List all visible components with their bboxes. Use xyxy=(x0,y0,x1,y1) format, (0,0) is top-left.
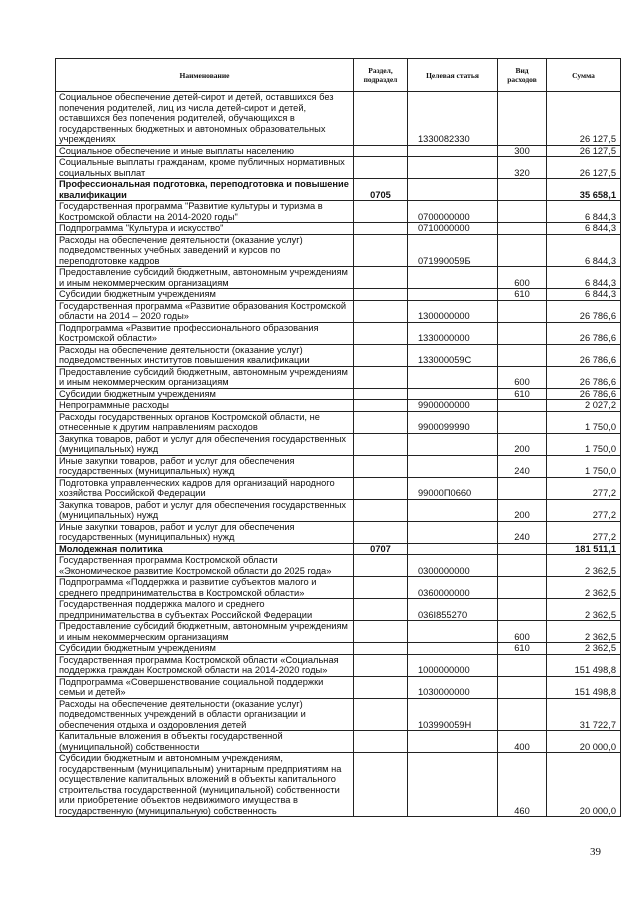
cell-section xyxy=(354,92,408,146)
cell-section xyxy=(354,411,408,433)
cell-section xyxy=(354,643,408,655)
cell-sum: 1 750,0 xyxy=(547,411,621,433)
table-row xyxy=(56,411,621,433)
cell-section xyxy=(354,433,408,455)
cell-section xyxy=(354,654,408,676)
cell-sum: 2 362,5 xyxy=(547,643,621,655)
cell-sum: 1 750,0 xyxy=(547,433,621,455)
cell-sum: 6 844,3 xyxy=(547,201,621,223)
table-row xyxy=(56,676,621,698)
cell-type xyxy=(498,223,547,235)
cell-sum: 6 844,3 xyxy=(547,267,621,289)
cell-section xyxy=(354,599,408,621)
cell-target xyxy=(408,179,498,201)
header-name: Наименование xyxy=(56,59,354,92)
table-row xyxy=(56,267,621,289)
cell-name: Субсидии бюджетным учреждениям xyxy=(56,643,354,655)
cell-sum: 6 844,3 xyxy=(547,223,621,235)
cell-target xyxy=(408,157,498,179)
cell-section xyxy=(354,676,408,698)
cell-target xyxy=(408,643,498,655)
cell-section xyxy=(354,201,408,223)
cell-name: Подпрограмма "Культура и искусство" xyxy=(56,223,354,235)
cell-name: Капитальные вложения в объекты государственной (муниципальной) собственности xyxy=(56,731,354,753)
cell-sum: 181 511,1 xyxy=(547,543,621,555)
cell-name: Государственная программа Костромской области «Экономическое развитие Костромской области до 2025 года» xyxy=(56,555,354,577)
cell-target xyxy=(408,388,498,400)
cell-name: Расходы на обеспечение деятельности (оказание услуг) подведомственных институтов повышения квалификации xyxy=(56,344,354,366)
cell-section xyxy=(354,289,408,301)
cell-type xyxy=(498,676,547,698)
cell-name: Профессиональная подготовка, переподготовка и повышение квалификации xyxy=(56,179,354,201)
table-row xyxy=(56,543,621,555)
cell-section xyxy=(354,577,408,599)
table-row xyxy=(56,322,621,344)
table-row xyxy=(56,400,621,412)
cell-type xyxy=(498,322,547,344)
table-row xyxy=(56,555,621,577)
cell-target: 99000П0660 xyxy=(408,477,498,499)
table-row xyxy=(56,344,621,366)
cell-sum: 277,2 xyxy=(547,521,621,543)
table-row xyxy=(56,223,621,235)
cell-target: 1330082330 xyxy=(408,92,498,146)
table-row xyxy=(56,753,621,817)
cell-section: 0705 xyxy=(354,179,408,201)
cell-type xyxy=(498,599,547,621)
cell-section xyxy=(354,477,408,499)
table-row xyxy=(56,455,621,477)
cell-sum: 26 127,5 xyxy=(547,92,621,146)
cell-name: Подпрограмма «Совершенствование социальной поддержки семьи и детей» xyxy=(56,676,354,698)
cell-section xyxy=(354,698,408,731)
cell-target: 0710000000 xyxy=(408,223,498,235)
header-target: Целевая статья xyxy=(408,59,498,92)
cell-type: 240 xyxy=(498,521,547,543)
cell-section xyxy=(354,621,408,643)
header-sum: Сумма xyxy=(547,59,621,92)
cell-type: 600 xyxy=(498,366,547,388)
cell-name: Иные закупки товаров, работ и услуг для обеспечения государственных (муниципальных) нужд xyxy=(56,521,354,543)
cell-name: Расходы на обеспечение деятельности (оказание услуг) подведомственных учебных заведений и курсов по переподготовке кадров xyxy=(56,234,354,267)
cell-type: 200 xyxy=(498,499,547,521)
cell-name: Расходы государственных органов Костромской области, не отнесенные к другим направлениям расходов xyxy=(56,411,354,433)
cell-target xyxy=(408,289,498,301)
cell-target xyxy=(408,731,498,753)
table-row xyxy=(56,366,621,388)
table-body xyxy=(56,92,621,817)
cell-name: Предоставление субсидий бюджетным, автономным учреждениям и иным некоммерческим организациям xyxy=(56,621,354,643)
cell-sum: 26 127,5 xyxy=(547,145,621,157)
cell-sum: 2 362,5 xyxy=(547,577,621,599)
table-row xyxy=(56,92,621,146)
cell-type xyxy=(498,698,547,731)
cell-name: Подпрограмма «Поддержка и развитие субъектов малого и среднего предпринимательства в Костромской области» xyxy=(56,577,354,599)
table-row xyxy=(56,179,621,201)
cell-target xyxy=(408,455,498,477)
cell-section xyxy=(354,388,408,400)
cell-target xyxy=(408,267,498,289)
cell-section xyxy=(354,366,408,388)
header-type: Вид расходов xyxy=(498,59,547,92)
cell-name: Субсидии бюджетным и автономным учреждениям, государственным (муниципальным) унитарным предприятиям на осуществление капитальных вложений в объекты капитального строительства государственной (муниципальной) собственности или приобретение объектов недвижимого имущества в государственную (муниципальную) собственность xyxy=(56,753,354,817)
cell-section xyxy=(354,223,408,235)
cell-name: Закупка товаров, работ и услуг для обеспечения государственных (муниципальных) нужд xyxy=(56,499,354,521)
cell-name: Непрограммные расходы xyxy=(56,400,354,412)
cell-section xyxy=(354,145,408,157)
cell-target: 9900000000 xyxy=(408,400,498,412)
cell-target: 1330000000 xyxy=(408,322,498,344)
cell-name: Субсидии бюджетным учреждениям xyxy=(56,289,354,301)
cell-section xyxy=(354,157,408,179)
cell-type xyxy=(498,411,547,433)
table-row xyxy=(56,599,621,621)
cell-target xyxy=(408,521,498,543)
cell-sum: 26 786,6 xyxy=(547,300,621,322)
cell-target: 9900099990 xyxy=(408,411,498,433)
cell-type: 200 xyxy=(498,433,547,455)
cell-type xyxy=(498,234,547,267)
cell-target: 133000059С xyxy=(408,344,498,366)
table-row xyxy=(56,300,621,322)
cell-sum: 6 844,3 xyxy=(547,289,621,301)
budget-table xyxy=(55,58,621,817)
cell-section xyxy=(354,455,408,477)
cell-sum: 277,2 xyxy=(547,477,621,499)
cell-target: 0300000000 xyxy=(408,555,498,577)
cell-sum: 31 722,7 xyxy=(547,698,621,731)
cell-type xyxy=(498,555,547,577)
cell-sum: 2 362,5 xyxy=(547,599,621,621)
table-row xyxy=(56,388,621,400)
cell-section xyxy=(354,300,408,322)
table-row xyxy=(56,477,621,499)
table-row xyxy=(56,643,621,655)
cell-target: 071990059Б xyxy=(408,234,498,267)
cell-sum: 151 498,8 xyxy=(547,654,621,676)
cell-target: 1000000000 xyxy=(408,654,498,676)
cell-type xyxy=(498,92,547,146)
cell-target: 036I855270 xyxy=(408,599,498,621)
cell-type xyxy=(498,400,547,412)
table-header-row xyxy=(56,59,621,92)
table-row xyxy=(56,201,621,223)
cell-name: Государственная поддержка малого и среднего предпринимательства в субъектах Российской Федерации xyxy=(56,599,354,621)
cell-target xyxy=(408,499,498,521)
cell-type: 300 xyxy=(498,145,547,157)
table-row xyxy=(56,145,621,157)
cell-type: 400 xyxy=(498,731,547,753)
cell-target xyxy=(408,433,498,455)
cell-target xyxy=(408,753,498,817)
cell-name: Иные закупки товаров, работ и услуг для обеспечения государственных (муниципальных) нужд xyxy=(56,455,354,477)
cell-name: Закупка товаров, работ и услуг для обеспечения государственных (муниципальных) нужд xyxy=(56,433,354,455)
cell-type xyxy=(498,577,547,599)
cell-type: 610 xyxy=(498,388,547,400)
table-row xyxy=(56,521,621,543)
cell-section xyxy=(354,731,408,753)
cell-target xyxy=(408,145,498,157)
cell-section xyxy=(354,753,408,817)
cell-sum: 277,2 xyxy=(547,499,621,521)
cell-sum: 1 750,0 xyxy=(547,455,621,477)
cell-section xyxy=(354,322,408,344)
cell-type xyxy=(498,654,547,676)
cell-type xyxy=(498,201,547,223)
cell-target xyxy=(408,543,498,555)
cell-section: 0707 xyxy=(354,543,408,555)
cell-sum: 6 844,3 xyxy=(547,234,621,267)
cell-target: 1030000000 xyxy=(408,676,498,698)
cell-type xyxy=(498,477,547,499)
cell-name: Социальное обеспечение и иные выплаты населению xyxy=(56,145,354,157)
cell-sum: 2 362,5 xyxy=(547,621,621,643)
cell-type xyxy=(498,344,547,366)
cell-name: Социальные выплаты гражданам, кроме публичных нормативных социальных выплат xyxy=(56,157,354,179)
cell-section xyxy=(354,344,408,366)
cell-section xyxy=(354,555,408,577)
cell-target: 103990059Н xyxy=(408,698,498,731)
cell-type: 600 xyxy=(498,267,547,289)
cell-name: Государственная программа «Развитие образования Костромской области на 2014 – 2020 годы» xyxy=(56,300,354,322)
table-row xyxy=(56,433,621,455)
cell-name: Государственная программа Костромской области «Социальная поддержка граждан Костромской области на 2014-2020 годы» xyxy=(56,654,354,676)
cell-section xyxy=(354,499,408,521)
cell-section xyxy=(354,267,408,289)
cell-sum: 26 786,6 xyxy=(547,388,621,400)
cell-type: 320 xyxy=(498,157,547,179)
cell-target xyxy=(408,366,498,388)
table-row xyxy=(56,157,621,179)
page-number: 39 xyxy=(590,846,601,858)
cell-type: 610 xyxy=(498,289,547,301)
table-row xyxy=(56,698,621,731)
cell-type: 600 xyxy=(498,621,547,643)
cell-sum: 26 786,6 xyxy=(547,322,621,344)
cell-name: Расходы на обеспечение деятельности (оказание услуг) подведомственных учреждений в области организации и обеспечения отдыха и оздоровления детей xyxy=(56,698,354,731)
cell-sum: 151 498,8 xyxy=(547,676,621,698)
cell-target xyxy=(408,621,498,643)
cell-sum: 2 027,2 xyxy=(547,400,621,412)
cell-target: 0700000000 xyxy=(408,201,498,223)
cell-type: 460 xyxy=(498,753,547,817)
cell-name: Предоставление субсидий бюджетным, автономным учреждениям и иным некоммерческим организациям xyxy=(56,366,354,388)
cell-name: Социальное обеспечение детей-сирот и детей, оставшихся без попечения родителей, лиц из числа детей-сирот и детей, оставшихся без попечения родителей, обучающихся в государственных бюджетных и автономных образовательных учреждениях xyxy=(56,92,354,146)
cell-sum: 20 000,0 xyxy=(547,731,621,753)
table-row xyxy=(56,289,621,301)
cell-name: Государственная программа "Развитие культуры и туризма в Костромской области на 2014-2020 годы" xyxy=(56,201,354,223)
table-row xyxy=(56,234,621,267)
cell-section xyxy=(354,400,408,412)
cell-sum: 26 786,6 xyxy=(547,366,621,388)
cell-name: Субсидии бюджетным учреждениям xyxy=(56,388,354,400)
cell-target: 1300000000 xyxy=(408,300,498,322)
cell-name: Молодежная политика xyxy=(56,543,354,555)
cell-sum: 20 000,0 xyxy=(547,753,621,817)
cell-section xyxy=(354,521,408,543)
header-section: Раздел, подраздел xyxy=(354,59,408,92)
table-row xyxy=(56,499,621,521)
cell-name: Подготовка управленческих кадров для организаций народного хозяйства Российской Федерации xyxy=(56,477,354,499)
cell-type xyxy=(498,543,547,555)
table-row xyxy=(56,654,621,676)
cell-target: 0360000000 xyxy=(408,577,498,599)
cell-sum: 35 658,1 xyxy=(547,179,621,201)
cell-type: 240 xyxy=(498,455,547,477)
table-row xyxy=(56,731,621,753)
cell-sum: 26 127,5 xyxy=(547,157,621,179)
table-row xyxy=(56,577,621,599)
table-row xyxy=(56,621,621,643)
cell-type xyxy=(498,300,547,322)
cell-section xyxy=(354,234,408,267)
cell-name: Подпрограмма «Развитие профессионального образования Костромской области» xyxy=(56,322,354,344)
cell-type: 610 xyxy=(498,643,547,655)
cell-type xyxy=(498,179,547,201)
cell-name: Предоставление субсидий бюджетным, автономным учреждениям и иным некоммерческим организациям xyxy=(56,267,354,289)
cell-sum: 2 362,5 xyxy=(547,555,621,577)
cell-sum: 26 786,6 xyxy=(547,344,621,366)
